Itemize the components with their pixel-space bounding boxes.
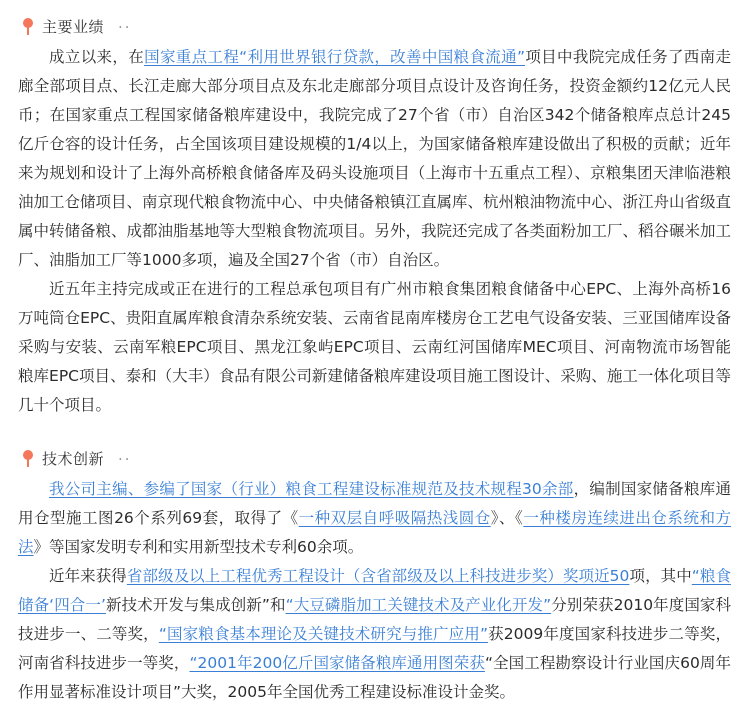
- inline-text: ，编制国家储备粮库通用仓型施工图26个系列69套，取得了《: [18, 480, 731, 527]
- inline-text: 近年来获得: [49, 567, 127, 585]
- inline-link[interactable]: “国家粮食基本理论及关键技术研究与推广应用”: [158, 625, 488, 643]
- section-body-main-achievements: [18, 43, 731, 420]
- section-header-main-achievements: [22, 16, 731, 37]
- section-title-dots: ..: [118, 446, 132, 464]
- inline-text: 成立以来，在: [49, 48, 145, 66]
- inline-text: 》等国家发明专利和实用新型技术专利60余项。: [33, 538, 364, 556]
- inline-text: 项，其中: [629, 567, 692, 585]
- inline-text: 获2009年度国家科技进步二等奖，河南省科技进步一等奖，: [18, 625, 731, 672]
- inline-text: 项目中我院完成任务了西南走廊全部项目点、长江走廊大部分项目点及东北走廊部分项目点设计及咨询任务，投资金额约12亿元人民币；在国家重点工程国家储备粮库建设中，我院完成了27个省（市）自治区342个储备粮库点总计245亿斤仓容的设计任务，占全国该项目建设规模的1/4以上，为国家储备粮库建设做出了积极的贡献；近年来为规划和设计了上海外高桥粮食储备库及码头设施项目（上海市十五重点工程）、京粮集团天津临港粮油加工仓储项目、南京现代粮食物流中心、中央储备粮镇江直属库、杭州粮油物流中心、浙江舟山省级直属中转储备粮、成都油脂基地等大型粮食物流项目。另外，我院还完成了各类面粉加工厂、稻谷碾米加工厂、油脂加工厂等1000多项，遍及全国27个省（市）自治区。: [18, 48, 732, 269]
- inline-link[interactable]: 国家重点工程“利用世界银行贷款，改善中国粮食流通”: [144, 48, 525, 66]
- inline-link[interactable]: 一种楼房连续进出仓系统和方法: [18, 509, 731, 556]
- inline-link[interactable]: “粮食储备‘四合一’: [18, 567, 731, 614]
- section-title-dots: ..: [118, 14, 132, 32]
- paragraph: [18, 475, 731, 562]
- inline-link[interactable]: 省部级及以上工程优秀工程设计（含省部级及以上科技进步奖）奖项近50: [126, 567, 630, 585]
- inline-text: 》、《: [490, 509, 524, 527]
- paragraph: [18, 43, 731, 275]
- location-pin-icon: [22, 450, 34, 468]
- inline-text: 近五年主持完成或正在进行的工程总承包项目有广州市粮食集团粮食储备中心EPC、上海外高桥16万吨筒仓EPC、贵阳直属库粮食清杂系统安装、云南省昆南库楼房仓工艺电气设备安装、三亚国储库设备采购与安装、云南军粮EPC项目、黑龙江象屿EPC项目、云南红河国储库MEC项目、河南物流市场智能粮库EPC项目、泰和（大丰）食品有限公司新建储备粮库建设项目施工图设计、采购、施工一体化项目等几十个项目。: [18, 280, 731, 414]
- inline-link[interactable]: 一种双层自呼吸隔热浅圆仓: [298, 509, 491, 527]
- inline-link[interactable]: “2001年200亿斤国家储备粮库通用图荣获: [189, 654, 485, 672]
- section-body-technical-innovation: [18, 475, 731, 707]
- paragraph: [18, 275, 731, 420]
- section-title: 技术创新: [42, 450, 105, 468]
- inline-link[interactable]: 我公司主编、参编了国家（行业）粮食工程建设标准规范及技术规程30余部: [49, 480, 574, 498]
- inline-text: 新技术开发与集成创新”和: [105, 596, 286, 614]
- paragraph: [18, 562, 731, 707]
- location-pin-icon: [22, 18, 34, 36]
- section-spacer: [18, 422, 731, 442]
- inline-text: “全国工程勘察设计行业国庆60周年作用显著标准设计项目”大奖，2005年全国优秀工程建设标准设计金奖。: [18, 654, 731, 701]
- inline-link[interactable]: “大豆磷脂加工关键技术及产业化开发”: [285, 596, 552, 614]
- section-header-technical-innovation: [22, 448, 731, 469]
- inline-text: 分别荣获2010年度国家科技进步一、二等奖，: [18, 596, 732, 643]
- section-title: 主要业绩: [42, 18, 105, 36]
